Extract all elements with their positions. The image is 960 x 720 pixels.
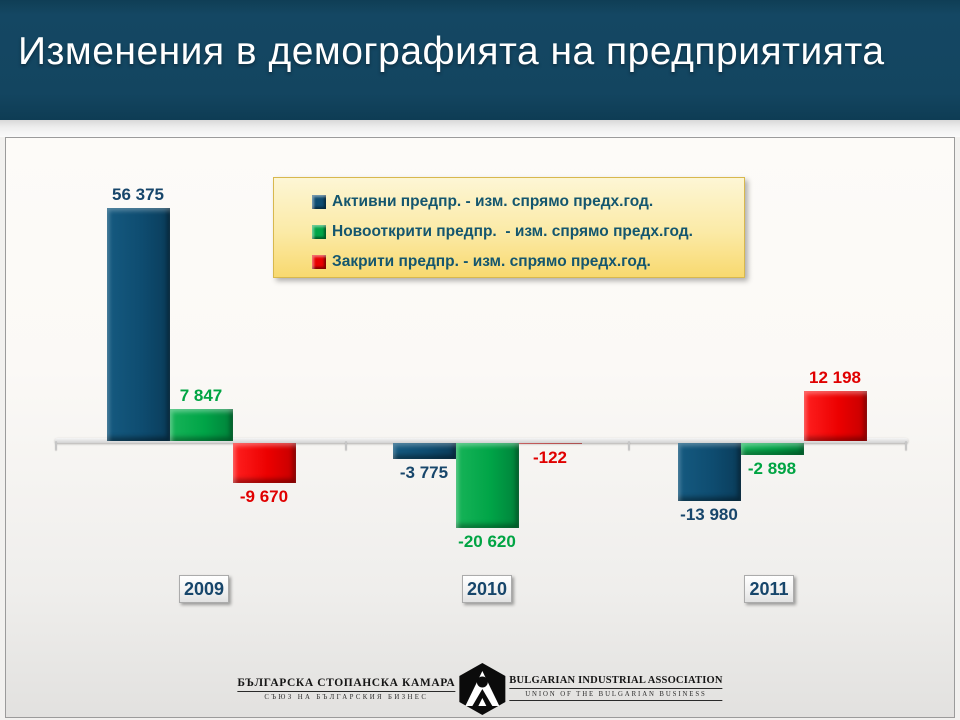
bar-value-label: -9 670 [239,487,289,506]
org-en-name: BULGARIAN INDUSTRIAL ASSOCIATION [509,675,723,686]
bar-value-label: -2 898 [747,459,797,478]
year-label-2011: 2011 [744,575,794,603]
legend-swatch-closed-icon [312,255,326,269]
org-rule [237,691,455,692]
bar-2009-series0 [107,208,170,441]
legend-label-active: Активни предпр. - изм. спрямо предх.год. [332,193,654,210]
year-label-2010: 2010 [462,575,512,603]
bar-2011-series1 [741,443,804,455]
bar-2009-series2 [233,443,296,483]
chart-legend [273,177,745,278]
page-title: Изменения в демографията на предприятията [18,30,885,73]
bar-2009-series1 [170,409,233,441]
header-divider-strip [0,120,960,137]
bar-value-label: 7 847 [179,386,223,405]
org-english-block [509,675,722,703]
org-en-sub: UNION OF THE BULGARIAN BUSINESS [525,691,707,698]
axis-tick [628,441,630,450]
bar-value-label: -13 980 [680,505,738,524]
legend-swatch-active-icon [312,195,326,209]
legend-swatch-new-icon [312,225,326,239]
org-rule [509,688,722,689]
axis-tick [345,441,347,450]
legend-item-active [312,187,744,217]
org-bulgarian-block [237,677,455,701]
bar-2011-series2 [804,391,867,441]
axis-tick [55,441,57,450]
legend-label-new: Новооткрити предпр. - изм. спрямо предх.год. [332,223,693,240]
slide-header [0,0,960,120]
legend-label-closed: Закрити предпр. - изм. спрямо предх.год. [332,253,651,270]
bar-value-label: -122 [532,448,568,467]
org-rule [509,700,722,701]
legend-item-closed [312,247,744,277]
year-label-2009: 2009 [179,575,229,603]
bar-value-label: -20 620 [458,532,516,551]
bar-value-label: 12 198 [809,368,861,387]
bar-2010-series0 [393,443,456,459]
bar-value-label: -3 775 [399,463,449,482]
org-bg-sub: СЪЮЗ НА БЪЛГАРСКИЯ БИЗНЕС [264,694,429,701]
axis-tick [905,441,907,450]
footer-logo [237,662,722,716]
org-bg-name: БЪЛГАРСКА СТОПАНСКА КАМАРА [237,677,456,689]
bar-value-label: 56 375 [112,185,164,204]
legend-item-new [312,217,744,247]
bia-logo-icon [458,662,506,716]
bar-2010-series2 [519,443,582,444]
